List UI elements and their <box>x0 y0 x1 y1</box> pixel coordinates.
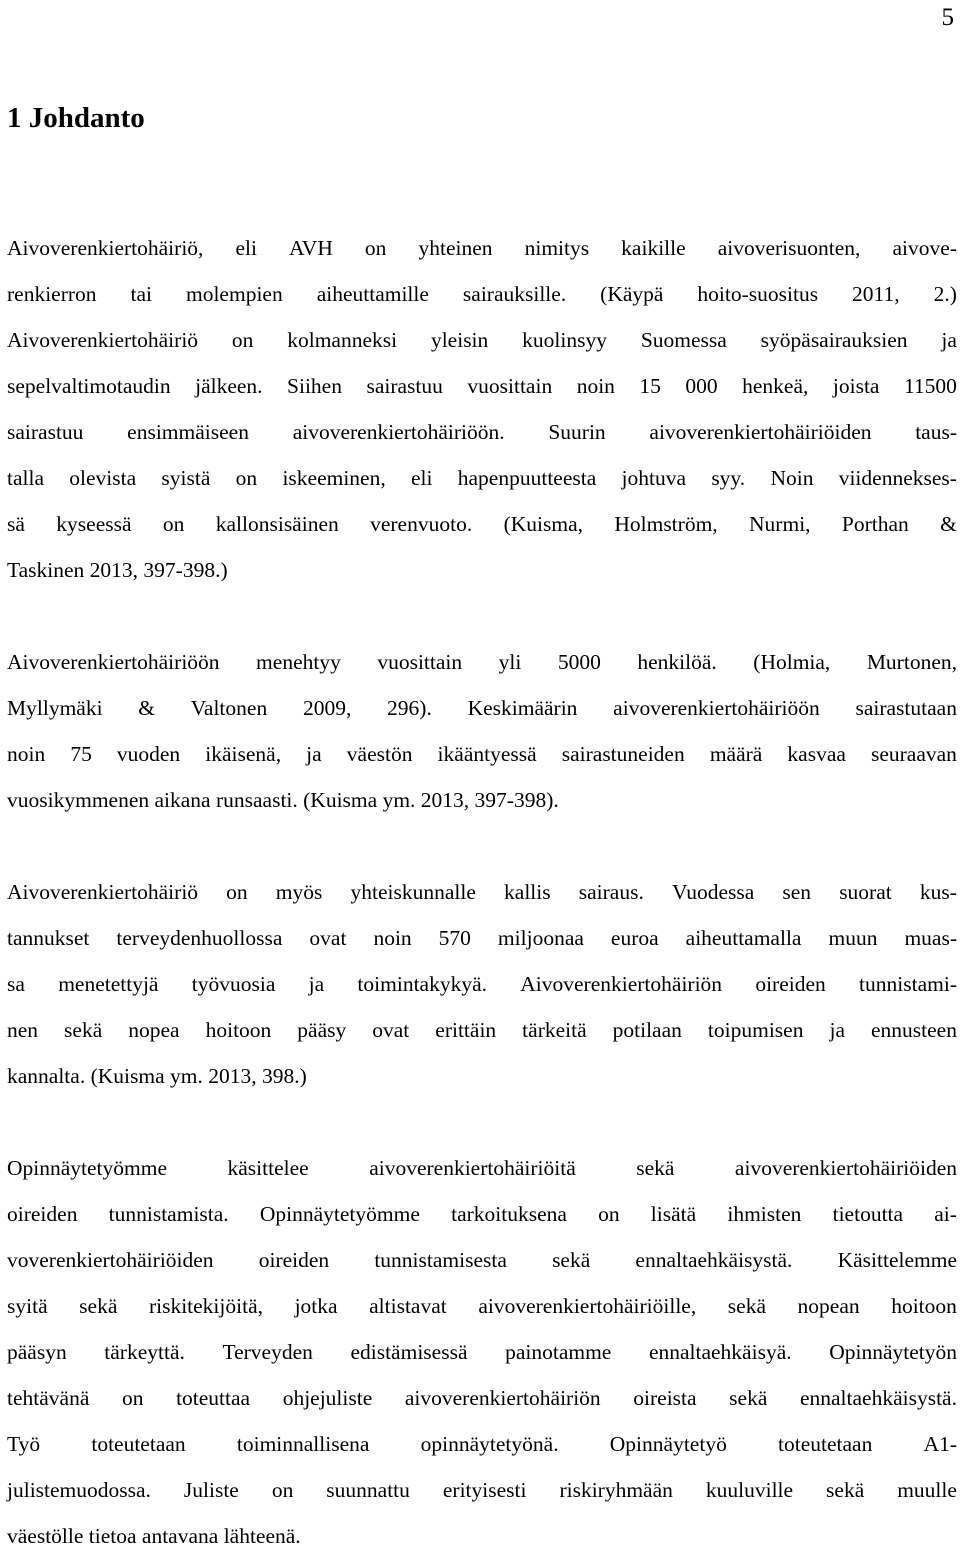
text-line: pääsyn tärkeyttä. Terveyden edistämisessä painotamme ennaltaehkäisyä. Opinnäytetyön <box>7 1340 957 1364</box>
text-line: noin 75 vuoden ikäisenä, ja väestön ikääntyessä sairastuneiden määrä kasvaa seuraavan <box>7 742 957 766</box>
text-line: renkierron tai molempien aiheuttamille sairauksille. (Käypä hoito-suositus 2011, 2.) <box>7 282 957 306</box>
text-line: oireiden tunnistamista. Opinnäytetyömme tarkoituksena on lisätä ihmisten tietoutta ai- <box>7 1202 957 1226</box>
text-line: Aivoverenkiertohäiriöön menehtyy vuosittain yli 5000 henkilöä. (Holmia, Murtonen, <box>7 650 957 674</box>
page-number: 5 <box>941 4 954 31</box>
text-line: Myllymäki & Valtonen 2009, 296). Keskimäärin aivoverenkiertohäiriöön sairastutaan <box>7 696 957 720</box>
text-line: Työ toteutetaan toiminnallisena opinnäytetyönä. Opinnäytetyö toteutetaan A1- <box>7 1432 957 1456</box>
text-line: julistemuodossa. Juliste on suunnattu erityisesti riskiryhmään kuuluville sekä muulle <box>7 1478 957 1502</box>
text-line: Aivoverenkiertohäiriö, eli AVH on yhteinen nimitys kaikille aivoverisuonten, aivove- <box>7 236 957 260</box>
text-line: talla olevista syistä on iskeeminen, eli hapenpuutteesta johtuva syy. Noin viidennekses- <box>7 466 957 490</box>
text-line: tannukset terveydenhuollossa ovat noin 570 miljoonaa euroa aiheuttamalla muun muas- <box>7 926 957 950</box>
text-line: väestölle tietoa antavana lähteenä. <box>7 1524 301 1548</box>
text-line: voverenkiertohäiriöiden oireiden tunnistamisesta sekä ennaltaehkäisystä. Käsittelemme <box>7 1248 957 1272</box>
text-line: sa menetettyjä työvuosia ja toimintakykyä. Aivoverenkiertohäiriön oireiden tunnistami- <box>7 972 957 996</box>
text-line: Aivoverenkiertohäiriö on kolmanneksi yleisin kuolinsyy Suomessa syöpäsairauksien ja <box>7 328 957 352</box>
text-line: vuosikymmenen aikana runsaasti. (Kuisma ym. 2013, 397-398). <box>7 788 559 812</box>
text-line: Opinnäytetyömme käsittelee aivoverenkiertohäiriöitä sekä aivoverenkiertohäiriöiden <box>7 1156 957 1180</box>
chapter-heading: 1 Johdanto <box>7 102 145 134</box>
text-line: tehtävänä on toteuttaa ohjejuliste aivoverenkiertohäiriön oireista sekä ennaltaehkäisystä. <box>7 1386 957 1410</box>
text-line: syitä sekä riskitekijöitä, jotka altistavat aivoverenkiertohäiriöille, sekä nopean hoitoon <box>7 1294 957 1318</box>
paragraph-4 <box>7 1145 957 1559</box>
text-line: kannalta. (Kuisma ym. 2013, 398.) <box>7 1064 307 1088</box>
text-line: nen sekä nopea hoitoon pääsy ovat erittäin tärkeitä potilaan toipumisen ja ennusteen <box>7 1018 957 1042</box>
paragraph-3 <box>7 869 957 1099</box>
text-line: Aivoverenkiertohäiriö on myös yhteiskunnalle kallis sairaus. Vuodessa sen suorat kus- <box>7 880 957 904</box>
text-line: sä kyseessä on kallonsisäinen verenvuoto. (Kuisma, Holmström, Nurmi, Porthan & <box>7 512 957 536</box>
paragraph-2 <box>7 639 957 823</box>
text-line: sairastuu ensimmäiseen aivoverenkiertohäiriöön. Suurin aivoverenkiertohäiriöiden taus- <box>7 420 957 444</box>
paragraph-1 <box>7 225 957 593</box>
text-line: sepelvaltimotaudin jälkeen. Siihen sairastuu vuosittain noin 15 000 henkeä, joista 11500 <box>7 374 957 398</box>
text-line: Taskinen 2013, 397-398.) <box>7 558 228 582</box>
